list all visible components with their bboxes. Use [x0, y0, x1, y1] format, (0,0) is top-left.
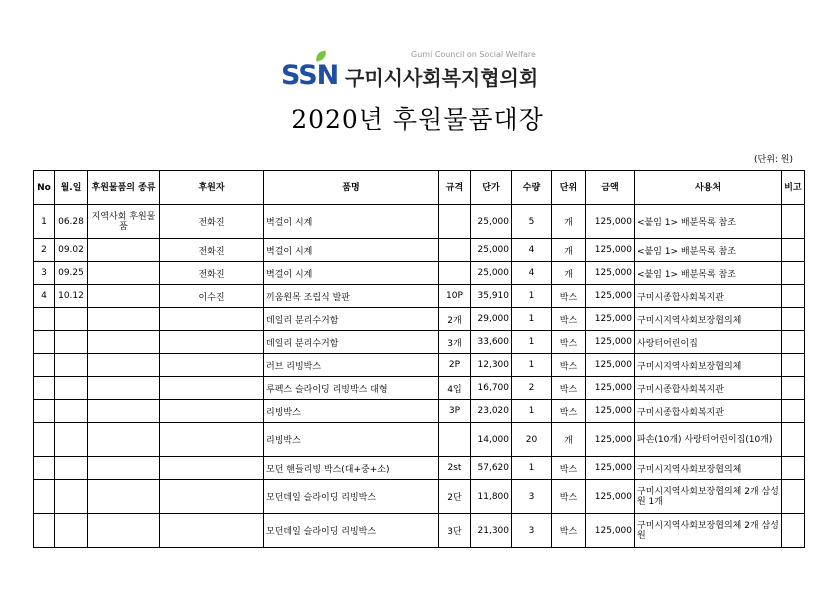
cell-amount: 125,000 — [586, 377, 635, 400]
cell-date: 09.02 — [55, 239, 88, 262]
cell-use: <붙임 1> 배분목록 참조 — [635, 205, 782, 239]
cell-no — [34, 514, 55, 548]
unit-label: (단위: 원) — [754, 155, 793, 165]
cell-kind — [88, 285, 160, 308]
cell-use: 구미시지역사회보장협의체 — [635, 308, 782, 331]
cell-note — [782, 377, 805, 400]
cell-no — [34, 377, 55, 400]
cell-unit: 박스 — [552, 400, 586, 423]
table-row — [34, 239, 805, 262]
cell-date: 06.28 — [55, 205, 88, 239]
cell-kind — [88, 239, 160, 262]
cell-qty: 1 — [512, 285, 552, 308]
cell-unit: 박스 — [552, 308, 586, 331]
cell-kind — [88, 331, 160, 354]
cell-donor — [160, 354, 264, 377]
col-header-note: 비고 — [782, 171, 805, 205]
cell-unit: 박스 — [552, 457, 586, 480]
cell-spec: 3P — [439, 400, 471, 423]
cell-no — [34, 308, 55, 331]
cell-use: 구미시종합사회복지관 — [635, 400, 782, 423]
col-header-amount: 금액 — [586, 171, 635, 205]
cell-qty: 1 — [512, 331, 552, 354]
donation-table — [33, 170, 805, 548]
cell-kind — [88, 308, 160, 331]
cell-use: 구미시지역사회보장협의체 — [635, 354, 782, 377]
cell-item: 리빙박스 — [264, 400, 439, 423]
cell-item: 벽걸이 시계 — [264, 239, 439, 262]
cell-unit: 박스 — [552, 285, 586, 308]
cell-spec: 3단 — [439, 514, 471, 548]
cell-unit: 박스 — [552, 377, 586, 400]
cell-item: 데일리 분리수거함 — [264, 331, 439, 354]
cell-unit: 개 — [552, 239, 586, 262]
cell-price: 57,620 — [471, 457, 512, 480]
cell-use: 구미시지역사회보장협의체 2개 삼성원 1개 — [635, 480, 782, 514]
cell-item: 벽걸이 시계 — [264, 205, 439, 239]
cell-spec — [439, 262, 471, 285]
cell-amount: 125,000 — [586, 457, 635, 480]
cell-date: 09.25 — [55, 262, 88, 285]
cell-no — [34, 354, 55, 377]
cell-no — [34, 457, 55, 480]
cell-qty: 3 — [512, 480, 552, 514]
cell-spec: 2st — [439, 457, 471, 480]
cell-amount: 125,000 — [586, 400, 635, 423]
cell-no: 1 — [34, 205, 55, 239]
logo-english: Gumi Council on Social Welfare — [411, 50, 536, 59]
cell-use: 구미시종합사회복지관 — [635, 377, 782, 400]
cell-date — [55, 514, 88, 548]
col-header-unit: 단위 — [552, 171, 586, 205]
cell-date — [55, 400, 88, 423]
cell-note — [782, 331, 805, 354]
cell-note — [782, 205, 805, 239]
col-header-price: 단가 — [471, 171, 512, 205]
cell-date — [55, 354, 88, 377]
table-row — [34, 457, 805, 480]
cell-no — [34, 331, 55, 354]
table-row — [34, 354, 805, 377]
cell-price: 25,000 — [471, 205, 512, 239]
cell-spec: 3개 — [439, 331, 471, 354]
col-header-use: 사용처 — [635, 171, 782, 205]
cell-date — [55, 377, 88, 400]
cell-donor — [160, 377, 264, 400]
col-header-no: No — [34, 171, 55, 205]
col-header-kind: 후원물품의 종류 — [88, 171, 160, 205]
cell-qty: 1 — [512, 457, 552, 480]
cell-qty: 5 — [512, 205, 552, 239]
cell-kind — [88, 354, 160, 377]
cell-note — [782, 514, 805, 548]
cell-donor: 전화진 — [160, 205, 264, 239]
cell-qty: 1 — [512, 400, 552, 423]
cell-donor: 전화진 — [160, 239, 264, 262]
cell-item: 벽걸이 시계 — [264, 262, 439, 285]
cell-unit: 박스 — [552, 331, 586, 354]
cell-note — [782, 423, 805, 457]
cell-date — [55, 457, 88, 480]
cell-item: 데일리 분리수거함 — [264, 308, 439, 331]
cell-unit: 박스 — [552, 480, 586, 514]
cell-use: 구미시지역사회보장협의체 2개 삼성원 — [635, 514, 782, 548]
cell-date — [55, 308, 88, 331]
cell-donor: 전화진 — [160, 262, 264, 285]
cell-donor — [160, 331, 264, 354]
cell-note — [782, 262, 805, 285]
cell-kind — [88, 423, 160, 457]
cell-price: 25,000 — [471, 262, 512, 285]
cell-date: 10.12 — [55, 285, 88, 308]
cell-note — [782, 308, 805, 331]
table-row — [34, 308, 805, 331]
cell-donor — [160, 423, 264, 457]
cell-spec: 10P — [439, 285, 471, 308]
cell-price: 33,600 — [471, 331, 512, 354]
cell-date — [55, 423, 88, 457]
cell-price: 35,910 — [471, 285, 512, 308]
cell-spec — [439, 239, 471, 262]
cell-price: 14,000 — [471, 423, 512, 457]
cell-qty: 4 — [512, 239, 552, 262]
table-row — [34, 423, 805, 457]
cell-item: 리빙박스 — [264, 423, 439, 457]
cell-price: 25,000 — [471, 239, 512, 262]
cell-qty: 3 — [512, 514, 552, 548]
cell-item: 모던 핸들리빙 박스(대+중+소) — [264, 457, 439, 480]
logo-ssn: SSN — [281, 60, 339, 91]
cell-kind — [88, 377, 160, 400]
cell-amount: 125,000 — [586, 423, 635, 457]
cell-no — [34, 423, 55, 457]
cell-kind — [88, 457, 160, 480]
cell-amount: 125,000 — [586, 331, 635, 354]
cell-note — [782, 285, 805, 308]
cell-amount: 125,000 — [586, 514, 635, 548]
cell-no — [34, 480, 55, 514]
cell-kind — [88, 262, 160, 285]
col-header-item: 품명 — [264, 171, 439, 205]
table-row — [34, 400, 805, 423]
cell-amount: 125,000 — [586, 480, 635, 514]
table-header-row — [34, 171, 805, 205]
cell-donor — [160, 308, 264, 331]
cell-unit: 박스 — [552, 514, 586, 548]
cell-item: 러브 리빙박스 — [264, 354, 439, 377]
table-row — [34, 285, 805, 308]
cell-amount: 125,000 — [586, 285, 635, 308]
cell-note — [782, 400, 805, 423]
cell-no — [34, 400, 55, 423]
cell-donor — [160, 400, 264, 423]
cell-use: <붙임 1> 배분목록 참조 — [635, 262, 782, 285]
cell-unit: 개 — [552, 262, 586, 285]
cell-donor — [160, 457, 264, 480]
cell-date — [55, 480, 88, 514]
col-header-date: 월.일 — [55, 171, 88, 205]
cell-kind: 지역사회 후원물품 — [88, 205, 160, 239]
cell-spec: 4입 — [439, 377, 471, 400]
col-header-donor: 후원자 — [160, 171, 264, 205]
cell-donor — [160, 480, 264, 514]
page-title: 2020년 후원물품대장 — [291, 105, 544, 134]
cell-amount: 125,000 — [586, 262, 635, 285]
col-header-qty: 수량 — [512, 171, 552, 205]
logo — [281, 50, 581, 94]
cell-qty: 4 — [512, 262, 552, 285]
table-row — [34, 377, 805, 400]
cell-unit: 개 — [552, 205, 586, 239]
cell-spec: 2P — [439, 354, 471, 377]
cell-item: 모던데일 슬라이딩 리빙박스 — [264, 514, 439, 548]
cell-amount: 125,000 — [586, 205, 635, 239]
cell-use: 구미시종합사회복지관 — [635, 285, 782, 308]
table-row — [34, 262, 805, 285]
cell-item: 모던데일 슬라이딩 리빙박스 — [264, 480, 439, 514]
cell-spec — [439, 205, 471, 239]
cell-qty: 20 — [512, 423, 552, 457]
cell-use: 사랑터어린이집 — [635, 331, 782, 354]
cell-use: 구미시지역사회보장협의체 — [635, 457, 782, 480]
cell-amount: 125,000 — [586, 239, 635, 262]
cell-kind — [88, 480, 160, 514]
cell-use: 파손(10개) 사랑터어린이집(10개) — [635, 423, 782, 457]
cell-spec: 2개 — [439, 308, 471, 331]
cell-no: 4 — [34, 285, 55, 308]
table-row — [34, 514, 805, 548]
cell-price: 16,700 — [471, 377, 512, 400]
cell-item: 루펙스 슬라이딩 리빙박스 대형 — [264, 377, 439, 400]
cell-spec — [439, 423, 471, 457]
cell-note — [782, 480, 805, 514]
logo-korean: 구미시사회복지협의회 — [345, 66, 539, 90]
cell-unit: 개 — [552, 423, 586, 457]
cell-note — [782, 354, 805, 377]
cell-qty: 1 — [512, 308, 552, 331]
cell-price: 29,000 — [471, 308, 512, 331]
cell-spec: 2단 — [439, 480, 471, 514]
cell-kind — [88, 400, 160, 423]
cell-note — [782, 457, 805, 480]
cell-kind — [88, 514, 160, 548]
cell-note — [782, 239, 805, 262]
cell-qty: 1 — [512, 354, 552, 377]
table-row — [34, 331, 805, 354]
cell-date — [55, 331, 88, 354]
cell-price: 12,300 — [471, 354, 512, 377]
cell-qty: 2 — [512, 377, 552, 400]
cell-price: 23,020 — [471, 400, 512, 423]
table-row — [34, 480, 805, 514]
cell-item: 끼움원목 조립식 발판 — [264, 285, 439, 308]
cell-use: <붙임 1> 배분목록 참조 — [635, 239, 782, 262]
cell-no: 2 — [34, 239, 55, 262]
cell-price: 11,800 — [471, 480, 512, 514]
cell-amount: 125,000 — [586, 354, 635, 377]
cell-amount: 125,000 — [586, 308, 635, 331]
cell-unit: 박스 — [552, 354, 586, 377]
cell-donor — [160, 514, 264, 548]
table-row — [34, 205, 805, 239]
cell-price: 21,300 — [471, 514, 512, 548]
col-header-spec: 규격 — [439, 171, 471, 205]
cell-no: 3 — [34, 262, 55, 285]
cell-donor: 이수진 — [160, 285, 264, 308]
